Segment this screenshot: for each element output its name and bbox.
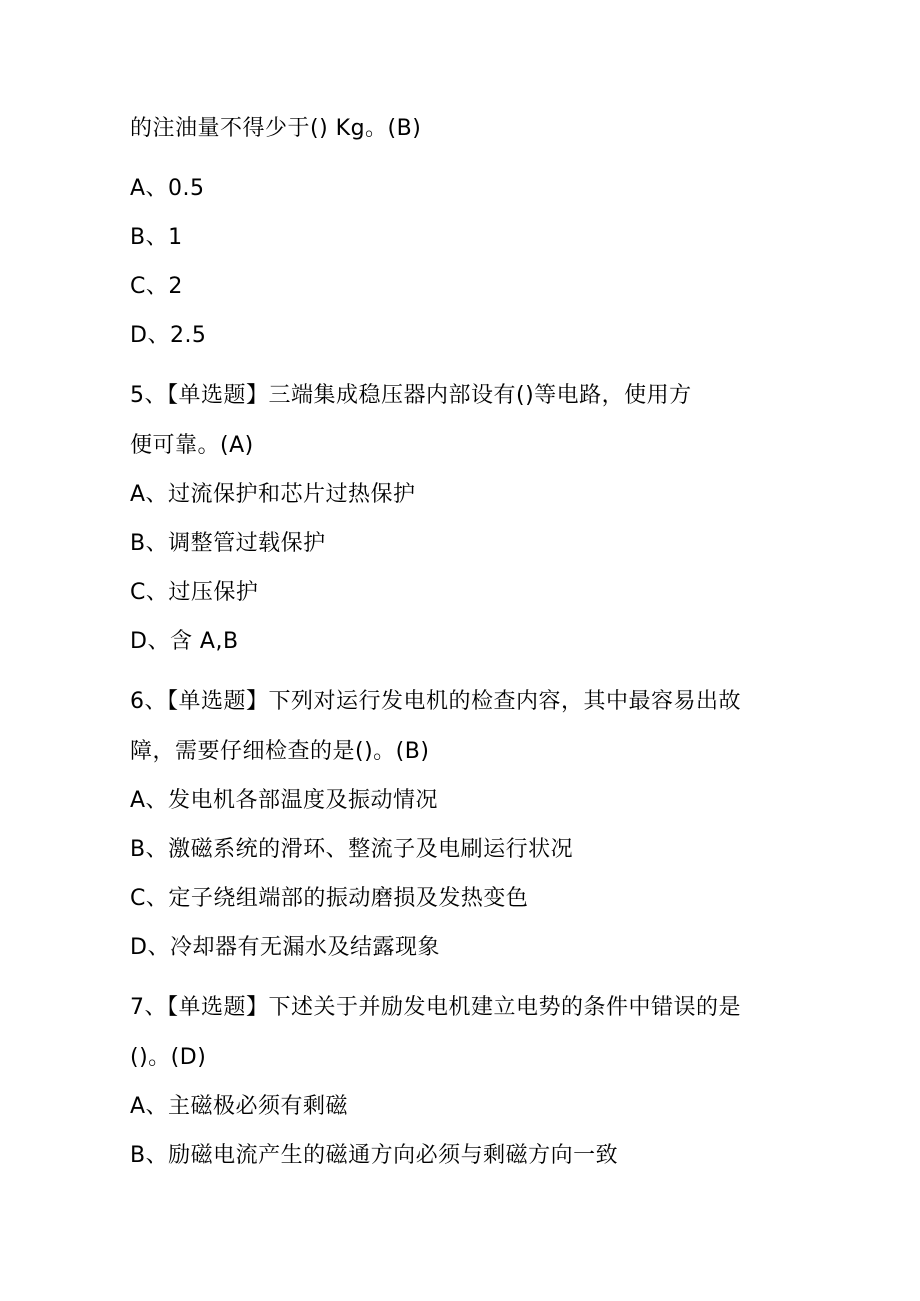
question-4-option-c: C、2 <box>130 274 183 299</box>
question-7-stem-continuation: ()。(D) <box>130 1045 207 1070</box>
question-6-option-d: D、冷却器有无漏水及结露现象 <box>130 935 440 960</box>
question-7-stem: 7、【单选题】下述关于并励发电机建立电势的条件中错误的是 <box>130 995 741 1020</box>
question-5-stem: 5、【单选题】三端集成稳压器内部设有()等电路，使用方 <box>130 383 692 408</box>
question-7-option-b: B、励磁电流产生的磁通方向必须与剩磁方向一致 <box>130 1143 619 1168</box>
question-6-option-b: B、激磁系统的滑环、整流子及电刷运行状况 <box>130 837 574 862</box>
question-6-stem: 6、【单选题】下列对运行发电机的检查内容，其中最容易出故 <box>130 689 741 714</box>
question-4-stem-continuation: 的注油量不得少于() Kg。(B) <box>130 116 422 141</box>
question-4-option-a: A、0.5 <box>130 176 205 201</box>
question-4-option-b: B、1 <box>130 225 183 250</box>
question-6-option-a: A、发电机各部温度及振动情况 <box>130 788 439 813</box>
question-5-option-c: C、过压保护 <box>130 580 259 605</box>
question-5-option-a: A、过流保护和芯片过热保护 <box>130 482 416 507</box>
question-6-option-c: C、定子绕组端部的振动磨损及发热变色 <box>130 886 529 911</box>
question-4-option-d: D、2.5 <box>130 323 207 348</box>
question-7-option-a: A、主磁极必须有剩磁 <box>130 1094 349 1119</box>
question-5-option-d: D、含 A,B <box>130 629 239 654</box>
question-5-option-b: B、调整管过载保护 <box>130 531 326 556</box>
question-6-stem-continuation: 障，需要仔细检查的是()。(B) <box>130 739 430 764</box>
question-5-stem-continuation: 便可靠。(A) <box>130 433 254 458</box>
